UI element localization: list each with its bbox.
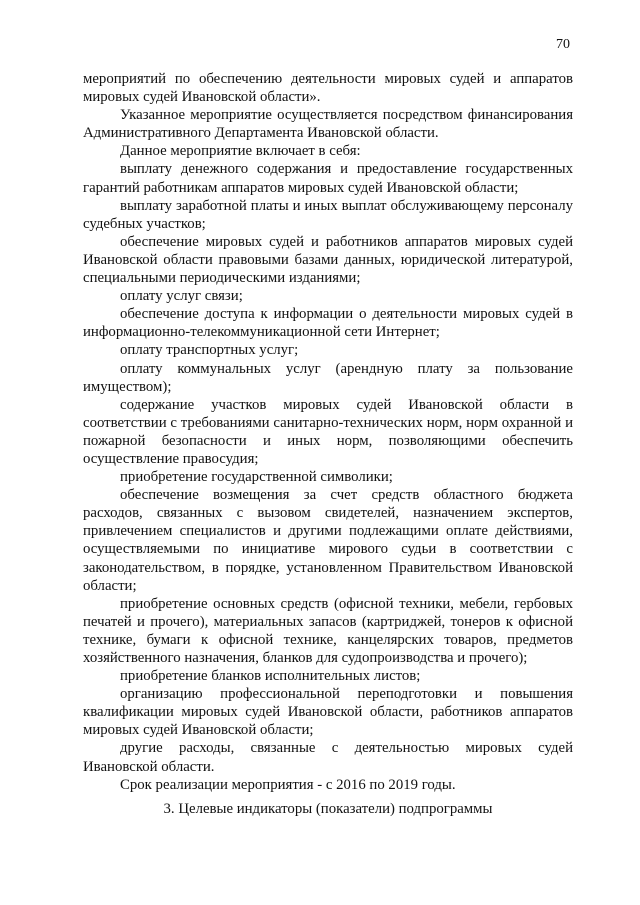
paragraph: приобретение основных средств (офисной техники, мебели, гербовых печатей и прочего), материальных запасов (картриджей, тонеров к офисной технике, бумаги к офисной технике, канцелярских товаров, предметов хозяйственного назначения, бланков для судопроизводства и прочего);	[83, 595, 573, 666]
paragraph: приобретение государственной символики;	[120, 469, 393, 486]
paragraph: обеспечение возмещения за счет средств областного бюджета расходов, связанных с вызовом свидетелей, назначением экспертов, привлечением специалистов и другими подлежащими оплате действиями, осуществляемыми по инициативе мирового судьи в соответствии с законодательством, в порядке, установленном Правительством Ивановской области;	[83, 487, 573, 594]
section-heading: 3. Целевые индикаторы (показатели) подпрограммы	[163, 801, 493, 817]
paragraph: оплату услуг связи;	[120, 288, 243, 305]
paragraph: Указанное мероприятие осуществляется посредством финансирования Административного Департамента Ивановской области.	[83, 107, 573, 142]
paragraph: приобретение бланков исполнительных листов;	[120, 668, 421, 685]
paragraph: обеспечение мировых судей и работников аппаратов мировых судей Ивановской области правовыми базами данных, юридической литературой, специальными периодическими изданиями;	[83, 233, 573, 287]
paragraph: выплату заработной платы и иных выплат обслуживающему персоналу судебных участков;	[83, 197, 573, 232]
paragraph: оплату транспортных услуг;	[120, 342, 299, 359]
paragraph: содержание участков мировых судей Ивановской области в соответствии с требованиями санитарно-технических норм, норм охранной и пожарной безопасности и иных норм, позволяющими обеспечить осуществление правосудия;	[83, 396, 573, 467]
paragraph: другие расходы, связанные с деятельностью мировых судей Ивановской области.	[83, 740, 573, 775]
paragraph: выплату денежного содержания и предоставление государственных гарантий работникам аппаратов мировых судей Ивановской области;	[83, 161, 573, 196]
paragraph: организацию профессиональной переподготовки и повышения квалификации мировых судей Ивановской области, работников аппаратов мировых судей Ивановской области;	[83, 686, 573, 739]
paragraph: Данное мероприятие включает в себя:	[120, 143, 361, 160]
paragraph: Срок реализации мероприятия - с 2016 по 2019 годы.	[120, 776, 456, 793]
body-text	[83, 70, 573, 794]
paragraph: мероприятий по обеспечению деятельности мировых судей и аппаратов мировых судей Ивановской области».	[83, 71, 573, 106]
page-number: 70	[556, 37, 570, 52]
paragraph: оплату коммунальных услуг (арендную плату за пользование имуществом);	[83, 360, 573, 395]
paragraph: обеспечение доступа к информации о деятельности мировых судей в информационно-телекоммуникационной сети Интернет;	[83, 306, 573, 341]
